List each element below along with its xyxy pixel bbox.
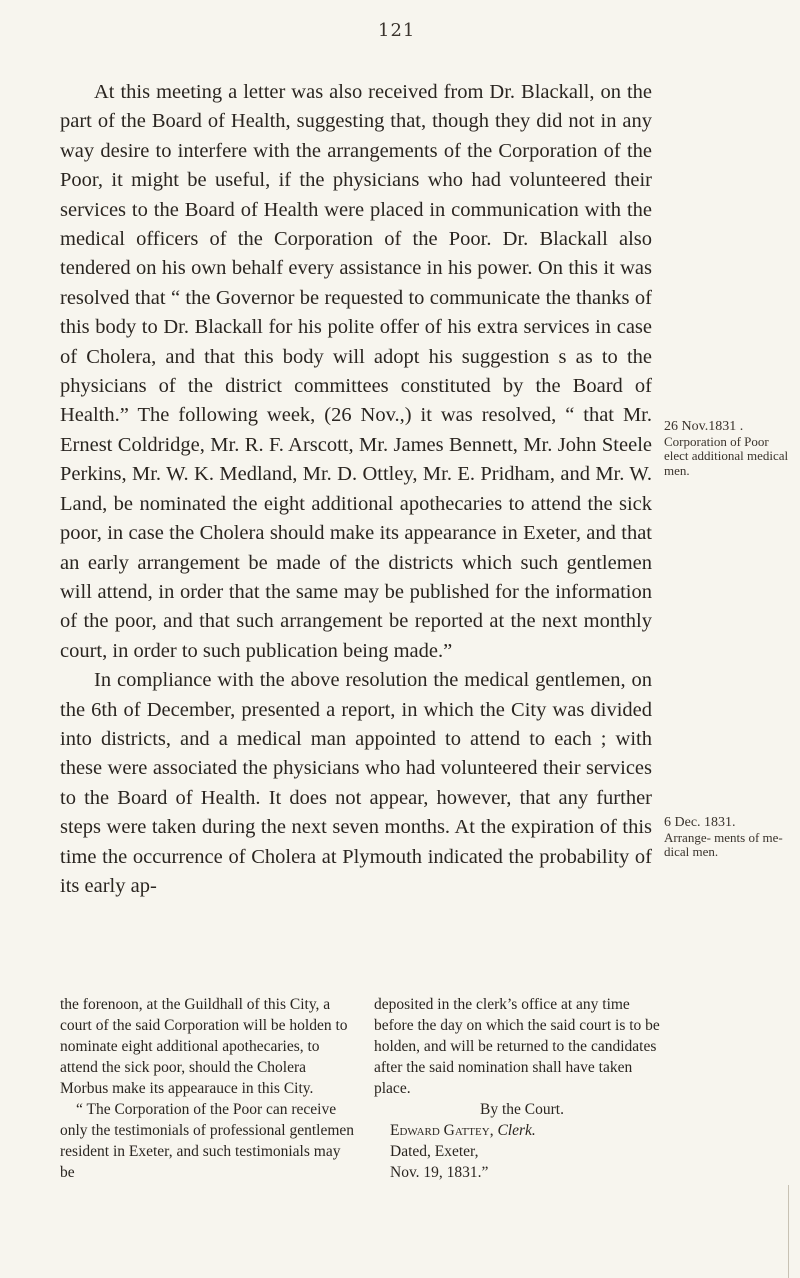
footnote-signed-by: By the Court. (480, 1101, 564, 1118)
margin-note-arrangements (664, 816, 794, 860)
page-number: 121 (378, 20, 416, 41)
margin-note-text: Corporation of Poor elect additional medical men. (664, 433, 789, 478)
footnote (60, 994, 670, 1183)
clerk-name: Edward Gattey, (390, 1122, 494, 1139)
footnote-clerk (374, 1120, 670, 1141)
margin-note-text: Arrange- ments of me- dical men. (664, 829, 783, 859)
page-edge-line (788, 1185, 789, 1278)
footnote-left-text: the forenoon, at the Guildhall of this City, a court of the said Corporation will be holden to nominate eight additional apothecaries, to attend the sick poor, should the Cholera Morbus make its appearauce in this City. (60, 996, 348, 1097)
clerk-title: Clerk. (497, 1122, 536, 1139)
footnote-dated-place: Dated, Exeter, (390, 1143, 479, 1160)
footnote-dated-date: Nov. 19, 1831.” (390, 1164, 489, 1181)
paragraph-1: At this meeting a letter was also received from Dr. Blackall, on the part of the Board of Health, suggesting that, though they did not in any way desire to interfere with the arrangements of the Corporation of the Poor, it might be useful, if the physicians who had volunteered their services to the Board of Health were placed in communication with the medical officers of the Corporation of the Poor. Dr. Blackall also tendered on his own behalf every assistance in his power. On this it was resolved that “ the Governor be requested to communicate the thanks of this body to Dr. Blackall for his polite offer of his extra services in case of Cholera, and that this body will adopt his suggestion s as to the physicians of the district committees constituted by the Board of Health.” The following week, (26 Nov.,) it was resolved, “ that Mr. Ernest Coldridge, Mr. R. F. Arscott, Mr. James Bennett, Mr. John Steele Perkins, Mr. W. K. Medland, Mr. D. Ottley, Mr. E. Pridham, and Mr. W. Land, be nominated the eight additional apothecaries to attend the sick poor, in case the Cholera should make its appearance in Exeter, and that an early arrangement be made of the districts which such gentlemen will attend, in order that the same may be published for the information of the poor, and that such arrangement be reported at the next monthly court, in order to such publication being made.” (60, 81, 652, 662)
footnote-right-column (374, 994, 670, 1183)
margin-note-date: 6 Dec. 1831. (664, 815, 736, 830)
footnote-left-text-2: “ The Corporation of the Poor can receive only the testimonials of professional gentlemen resident in Exeter, and such testimonials may be (60, 1101, 355, 1181)
footnote-right-text: deposited in the clerk’s office at any time before the day on which the said court is to be holden, and will be returned to the candidates after the said nomination shall have taken place. (374, 996, 660, 1097)
main-text (60, 78, 652, 901)
paragraph-2: In compliance with the above resolution the medical gentlemen, on the 6th of December, presented a report, in which the City was divided into districts, and a medical man appointed to attend to each ; with these were associated the physicians who had volunteered their services to the Board of Health. It does not appear, however, that any further steps were taken during the next seven months. At the expiration of this time the occurrence of Cholera at Plymouth indicated the probability of its early ap- (60, 669, 652, 897)
margin-note-date: 26 Nov.1831 . (664, 419, 744, 434)
footnote-left-column (60, 994, 356, 1183)
margin-note-corporation-elect (664, 420, 794, 478)
